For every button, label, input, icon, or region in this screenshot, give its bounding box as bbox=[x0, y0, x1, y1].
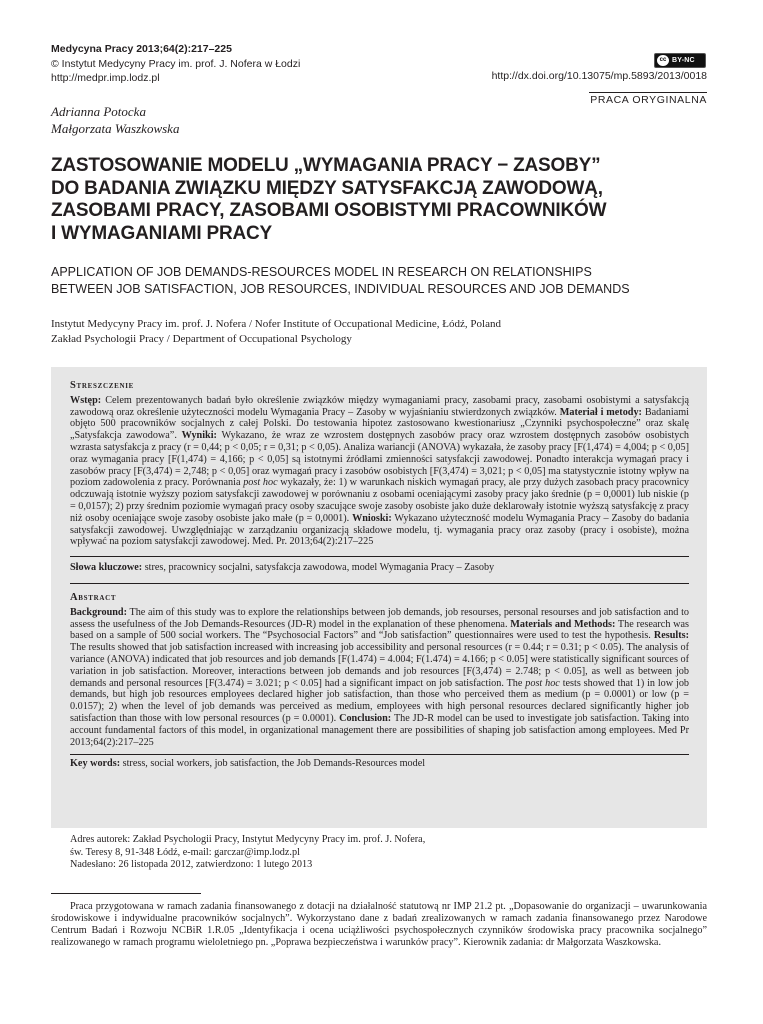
streszczenie-body bbox=[70, 395, 689, 548]
slowa-kluczowe bbox=[70, 562, 689, 574]
metody-text: Badaniami objęto 500 pracowników socjalnych z całej Polski. Do testowania hipotez zastosowano kwestionariusz „Czynniki psychospołeczne” oraz skalę „Satysfakcja zawodowa”. bbox=[70, 406, 689, 442]
results-text: The results showed that job satisfaction increased with increasing job accessibility and personal resources (r = 0.44; r = 0.31; p < 0.05). The analysis of variance (ANOVA) indicated that job resources and job demands [F(1.474) = 4.004; F(1.474) = 4.166; p < 0.05] were statistically significant sources of variation in job satisfaction. Moreover, interactions between job demands and job resources [F(3,474) = 2.748; p < 0.05], as well as between job demands and personal resources [F(3.474) = 3.021; p < 0.05] had a significant impact on job satisfaction. The bbox=[70, 642, 689, 689]
wnioski-label: Wnioski: bbox=[352, 512, 392, 524]
license-label: BY-NC bbox=[672, 57, 695, 64]
background-label: Background: bbox=[70, 606, 127, 618]
results-label: Results: bbox=[653, 630, 690, 642]
address-line: św. Teresy 8, 91-348 Łódź, e-mail: garczar@imp.lodz.pl bbox=[70, 846, 300, 858]
conclusion-text: The JD-R model can be used to investigate job satisfaction. Taking into account fundamental factors of this model, in organizational management there are possibilities of shaping job satisfaction among employees. Med Pr 2013;64(2):217–225 bbox=[70, 712, 690, 748]
funding-footnote: Praca przygotowana w ramach zadania finansowanego z dotacji na działalność statutową nr IMP 21.2 pt. „Dopasowanie do organizacji – uwarunkowania środowiskowe i indywidualne pracowników socjalnych”. Wykorzystano dane z badań zrealizowanych w ramach zadania finansowanego przez Narodowe Centrum Badań i Rozwoju NCBiR 1.R.05 „Identyfikacja i ocena uciążliwości psychospołecznych czynników środowiska pracy pracownika socjalnego” realizowanego w ramach programu wieloletniego pn. „Poprawa bezpieczeństwa i warunków pracy”. Kierownik zadania: dr Małgorzata Waszkowska. bbox=[51, 901, 707, 948]
keywords-text-pl: stres, pracownicy socjalni, satysfakcja zawodowa, model Wymagania Pracy – Zasoby bbox=[144, 562, 495, 574]
abstract-body bbox=[70, 607, 689, 749]
journal-url[interactable]: http://medpr.imp.lodz.pl bbox=[51, 72, 160, 84]
submission-dates: Nadesłano: 26 listopada 2012, zatwierdzono: 1 lutego 2013 bbox=[70, 859, 313, 870]
cc-by-nc-license-badge[interactable] bbox=[654, 53, 706, 68]
section-label: PRACA ORYGINALNA bbox=[590, 94, 707, 106]
keywords-label-pl: Słowa kluczowe: bbox=[70, 562, 143, 574]
title-line: ZASTOSOWANIE MODELU „WYMAGANIA PRACY − ZASOBY” bbox=[51, 155, 601, 176]
streszczenie-section bbox=[70, 380, 689, 770]
wstep-label: Wstęp: bbox=[70, 394, 102, 406]
title-line: I WYMAGANIAMI PRACY bbox=[51, 222, 273, 244]
author-name: Małgorzata Waszkowska bbox=[51, 121, 180, 136]
journal-header bbox=[51, 42, 300, 86]
title-line: ZASOBAMI PRACY, ZASOBAMI OSOBISTYMI PRACOWNIKÓW bbox=[51, 200, 607, 221]
keywords-label-en: Key words: bbox=[70, 758, 121, 770]
results-text-continued: tests showed that 1) in low job demands, but high job resources employees declared higher job satisfaction, than those who perceived them as medium (p = 0.0001) or low (p = 0.0157); 2) when the level of job demands was perceived as medium, employees with high personal resources declared significantly higher job satisfaction than those with low personal resources (p = 0.0001). bbox=[70, 677, 690, 724]
article-title-english bbox=[51, 264, 651, 298]
wyniki-text-continued: wykazały, że: 1) w warunkach niskich wymagań pracy, ale przy dużych zasobach pracy pracownicy odczuwają istotnie wyższy poziom satysfakcji zawodowej w porównaniu z osobami oceniającymi zasoby pracy jako średnie (p = 0,0001) lub niskie (p = 0,0157); 2) przy średnim poziomie wymagań pracy osoby szacujące swoje zasoby osobiste jako duże deklarowały istotnie wyższą satysfakcję z pracy niż osoby oceniające swoje zasoby osobiste jako małe (p = 0,0001). bbox=[70, 477, 690, 524]
doi-link[interactable]: http://dx.doi.org/10.13075/mp.5893/2013/0018 bbox=[491, 70, 707, 82]
section-divider bbox=[70, 556, 689, 557]
streszczenie-heading: Streszczenie bbox=[70, 380, 135, 391]
affiliation-line: Zakład Psychologii Pracy / Department of Occupational Psychology bbox=[51, 332, 352, 345]
background-text: The aim of this study was to explore the relationships between job demands, job resourses, personal resourses and job satisfaction and to assess the usefulness of the Job Demands-Resources (JD-R) model in the explanation of these phenomena. bbox=[70, 606, 689, 630]
author-list bbox=[51, 103, 179, 137]
methods-text: The research was based on a sample of 500 social workers. The “Psychosocial Factors” and “Job satisfaction” questionnaires were used to test the hypothesis. bbox=[70, 618, 689, 642]
key-words bbox=[70, 758, 689, 770]
wnioski-text: Wykazano użyteczność modelu Wymagania Pracy – Zasoby do badania satysfakcji zawodowej. Uwzględniając w zarządzaniu organizacją składowe modelu, tj. wymagania pracy oraz zasoby (pracy i osobiste), można wpływać na poziom satysfakcji zawodowej. Med. Pr. 2013;64(2):217–225 bbox=[70, 512, 690, 548]
keywords-text-en: stress, social workers, job satisfaction, the Job Demands-Resources model bbox=[122, 758, 426, 770]
affiliation-line: Instytut Medycyny Pracy im. prof. J. Nofera / Nofer Institute of Occupational Medicine, Łódź, Poland bbox=[51, 318, 501, 330]
author-name: Adrianna Potocka bbox=[51, 104, 146, 119]
title-line: DO BADANIA ZWIĄZKU MIĘDZY SATYSFAKCJĄ ZAWODOWĄ, bbox=[51, 177, 603, 199]
title-line: APPLICATION OF JOB DEMANDS-RESOURCES MODEL IN RESEARCH ON RELATIONSHIPS bbox=[51, 265, 592, 279]
copyright-line: © Instytut Medycyny Pracy im. prof. J. Nofera w Łodzi bbox=[51, 57, 301, 70]
metody-label: Materiał i metody: bbox=[559, 406, 642, 418]
correspondence-address bbox=[70, 834, 425, 872]
post-hoc-term: post hoc bbox=[243, 477, 278, 489]
section-divider bbox=[70, 583, 689, 584]
title-line: BETWEEN JOB SATISFACTION, JOB RESOURCES, INDIVIDUAL RESOURCES AND JOB DEMANDS bbox=[51, 282, 630, 296]
wyniki-label: Wyniki: bbox=[181, 430, 217, 442]
section-divider bbox=[70, 754, 689, 755]
methods-label: Materials and Methods: bbox=[510, 618, 616, 630]
creative-commons-icon: cc bbox=[657, 55, 669, 66]
abstract-box bbox=[51, 367, 707, 828]
post-hoc-term: post hoc bbox=[525, 677, 560, 689]
article-title-polish bbox=[51, 155, 671, 245]
wstep-text: Celem prezentowanych badań było określenie związków między wymaganiami pracy, zasobami pracy, zasobami osobistymi a satysfakcją zawodową oraz określenie użyteczności modelu Wymagania Pracy – Zasoby w wyjaśnianiu stwierdzonych związków. bbox=[70, 394, 689, 418]
footnote-rule bbox=[51, 893, 201, 894]
journal-title: Medycyna Pracy 2013;64(2):217–225 bbox=[51, 43, 232, 55]
abstract-heading: Abstract bbox=[70, 591, 117, 603]
address-line: Adres autorek: Zakład Psychologii Pracy, Instytut Medycyny Pracy im. prof. J. Nofera, bbox=[70, 834, 426, 845]
affiliations bbox=[51, 317, 501, 346]
conclusion-label: Conclusion: bbox=[339, 712, 392, 724]
wyniki-text: Wykazano, że wraz ze wzrostem dostępnych zasobów pracy oraz wzrostem dostępnych zasobów osobistych wzrasta satysfakcja z pracy (r = 0,44; p < 0,05; r = 0,31; p < 0,05). Analiza wariancji (ANOVA) wykazała, że zasoby pracy [F(1,474) = 4,004; p < 0,05] oraz wymagania pracy [F(1,474) = 4,166; p < 0,05] są istotnymi źródłami zmienności satysfakcji zawodowej. Ponadto interakcja wymagań pracy i zasobów pracy [F(3,474) = 2,748; p < 0,05] oraz wymagań pracy i zasobów osobistych [F(3,474) = 3,021; p < 0,05] ma statystycznie istotny wpływ na poziom zadowolenia z pracy. Porównania bbox=[70, 430, 689, 489]
